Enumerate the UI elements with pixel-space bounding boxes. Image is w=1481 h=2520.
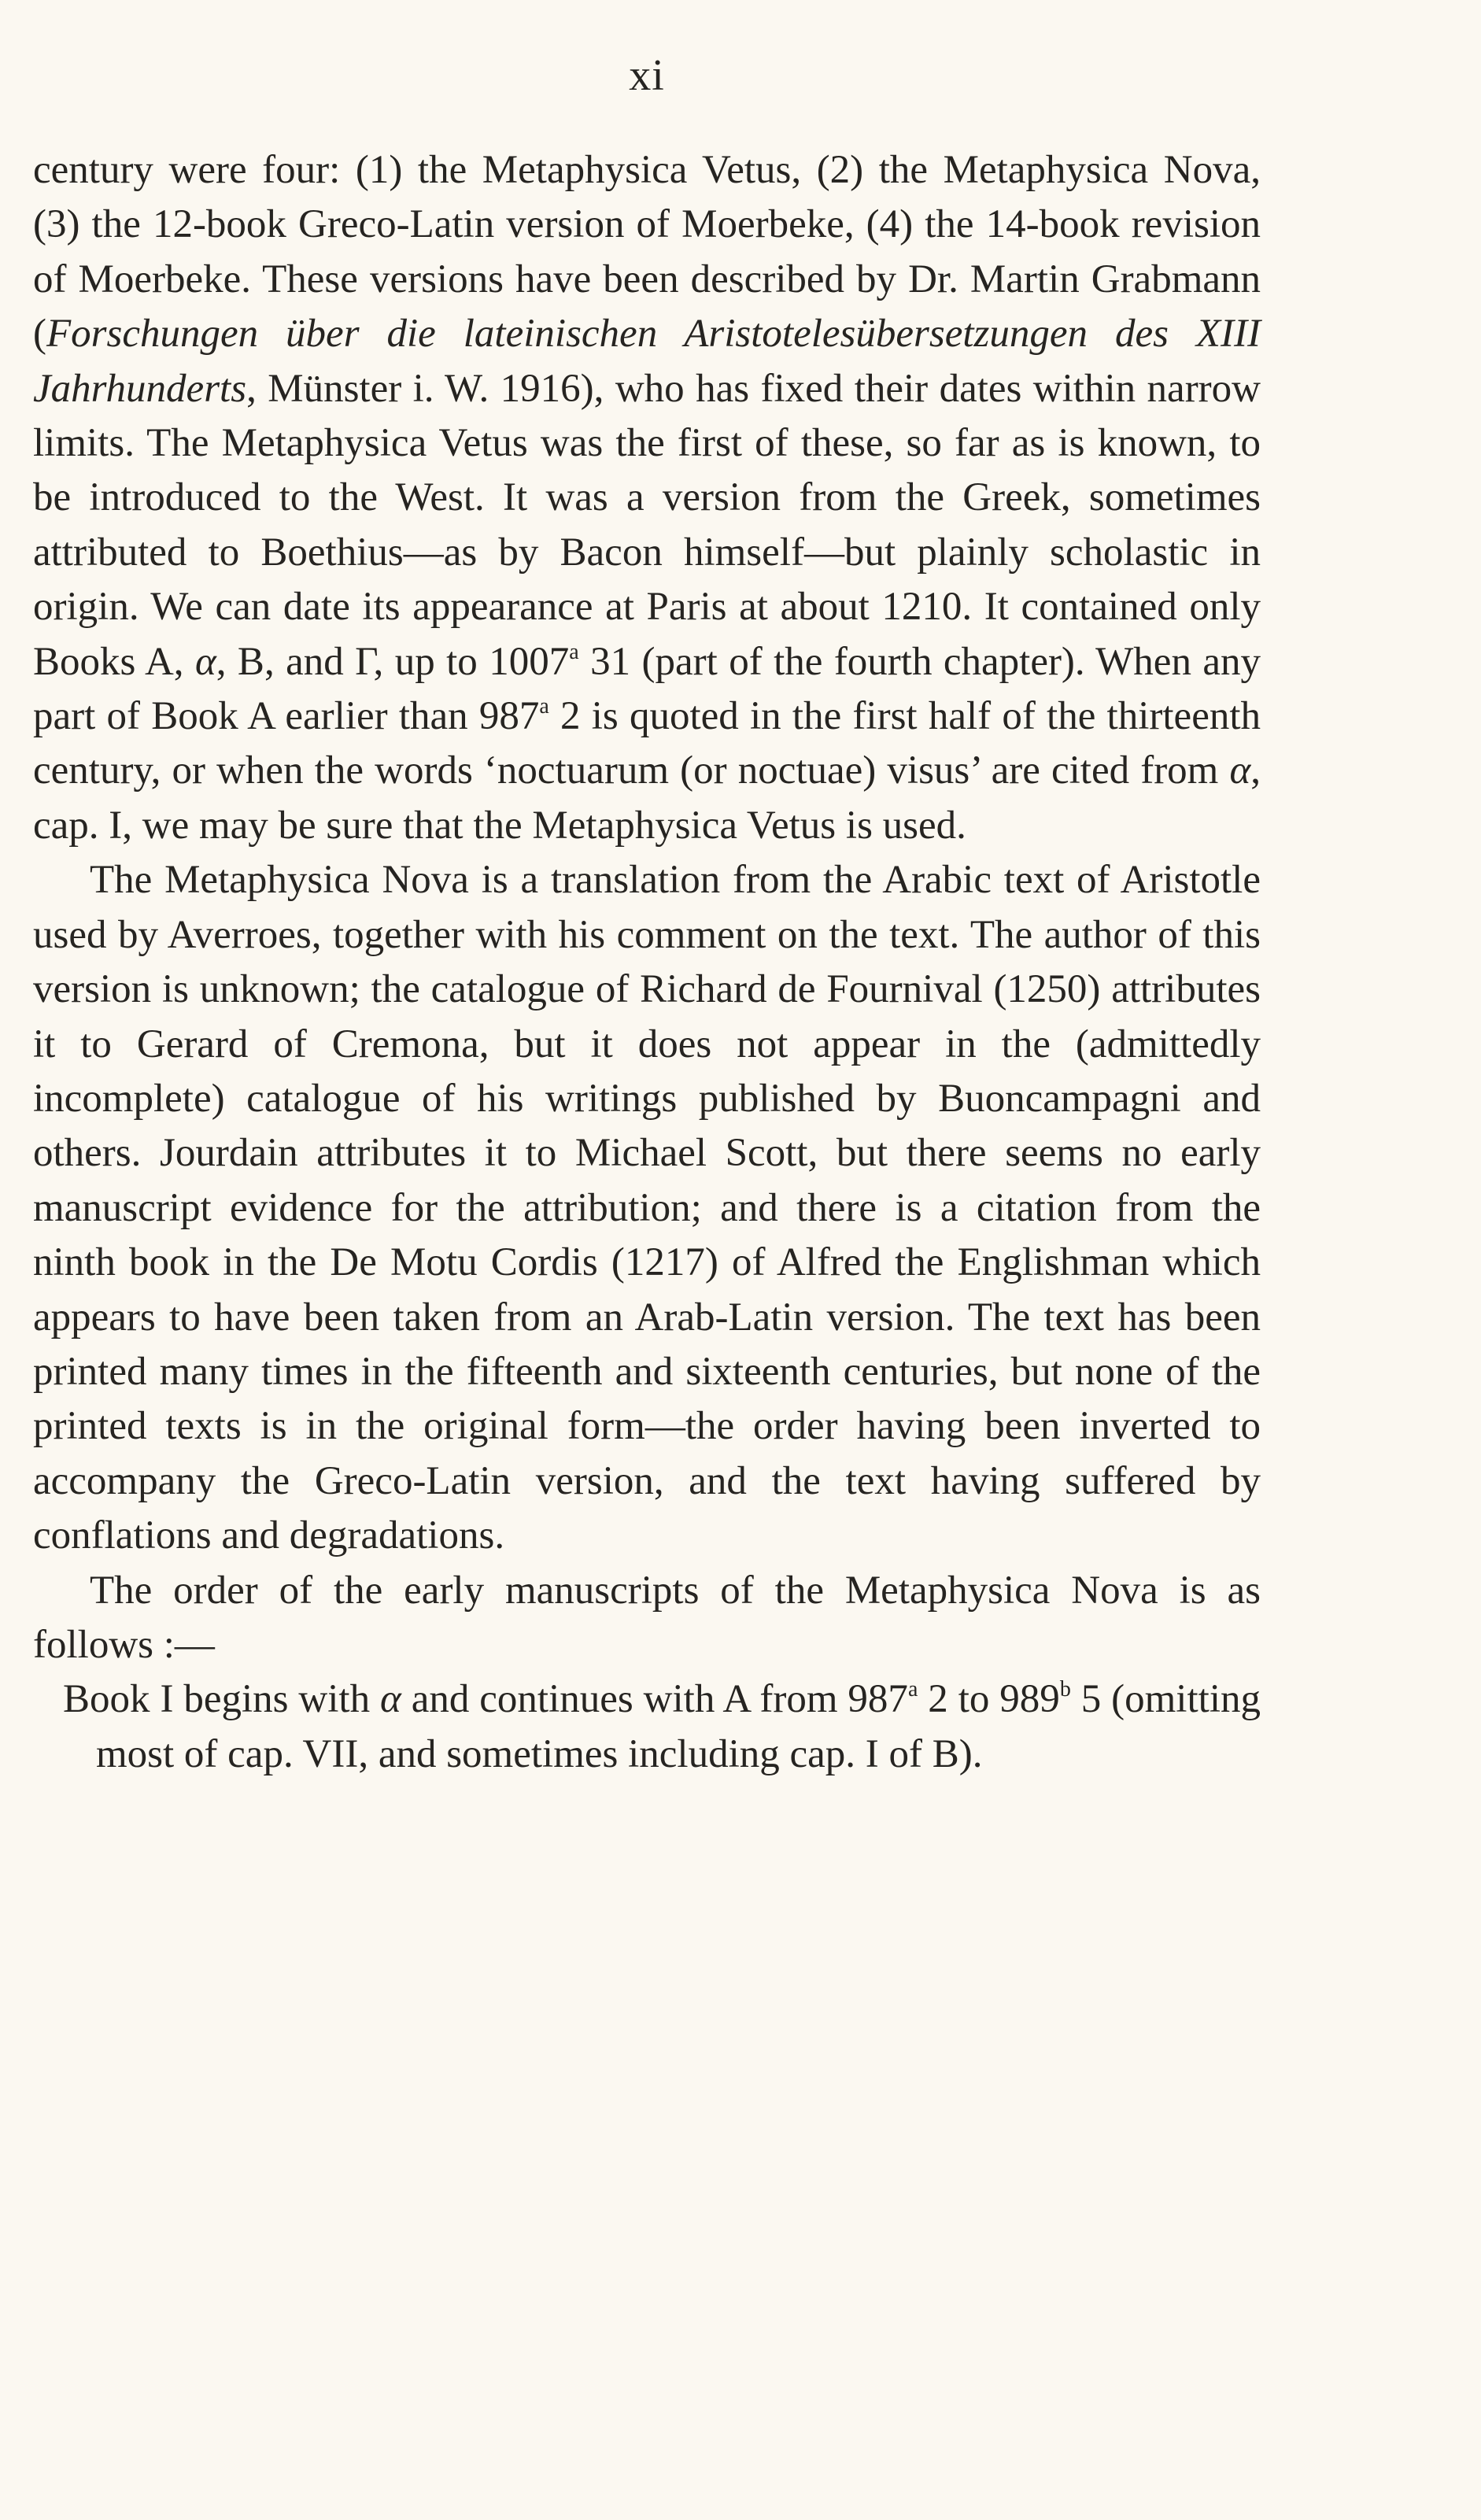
paragraph-manuscript-order: The order of the early manuscripts of the Metaphysica Nova is as follows :—	[33, 1568, 1261, 1667]
page-number: xi	[629, 51, 665, 100]
book-title-italic: Forschungen über die lateinischen Aristotelesübersetzungen des XIII Jahrhunderts	[33, 312, 1261, 411]
list-item-text: and continues with A from 987	[401, 1677, 908, 1722]
list-item-text: 2 to 989	[918, 1677, 1060, 1722]
superscript-a: a	[539, 694, 549, 719]
greek-letter-alpha: α	[1229, 748, 1251, 793]
paragraph-text: 31 (part of the fourth chapter). When any part of Book A earlier than 987	[33, 639, 1261, 739]
paragraph-text: , Münster i. W. 1916), who has fixed their dates within narrow limits. The Metaphysica Vetus was the first of these, so far as is known, to be introduced to the West. It was a version from the Greek, sometimes attributed to Boethius—as by Bacon himself—but plainly scholastic in origin. We can date its appearance at Paris at about 1210. It contained only Books A,	[33, 366, 1261, 684]
superscript-a: a	[907, 1677, 918, 1702]
superscript-b: b	[1059, 1677, 1071, 1702]
superscript-a: a	[569, 639, 579, 664]
paragraph-metaphysica-nova: The Metaphysica Nova is a translation from the Arabic text of Aristotle used by Averroes, together with his comment on the text. The author of this version is unknown; the catalogue of Richard de Fournival (1250) attributes it to Gerard of Cremona, but it does not appear in the (admittedly incomplete) catalogue of his writings published by Buoncampagni and others. Jourdain attributes it to Michael Scott, but there seems no early manuscript evidence for the attribution; and there is a citation from the ninth book in the De Motu Cordis (1217) of Alfred the Englishman which appears to have been taken from an Arab-Latin version. The text has been printed many times in the fifteenth and sixteenth centuries, but none of the printed texts is in the original form—the order having been inverted to accompany the Greco-Latin version, and the text having suffered by conflations and degradations.	[33, 858, 1261, 1558]
list-item-text: 5 (omitting most of cap. VII, and sometimes including cap. I of B).	[96, 1677, 1261, 1776]
paragraph-text: 2 is quoted in the first half of the thirteenth century, or when the words ‘noctuarum (or noctuae) visus’ are cited from	[33, 694, 1261, 793]
greek-letter-alpha: α	[380, 1677, 401, 1722]
list-item-text: Book I begins with	[63, 1677, 381, 1722]
list-item-book-1	[33, 1672, 1261, 1782]
paragraph-text: , cap. I, we may be sure that the Metaphysica Vetus is used.	[33, 748, 1261, 848]
greek-letter-alpha: α	[194, 639, 216, 684]
paragraph-text: , B, and Γ, up to 1007	[216, 639, 570, 684]
paragraph-text: century were four: (1) the Metaphysica Vetus, (2) the Metaphysica Nova, (3) the 12-book Greco-Latin version of Moerbeke, (4) the 14-book revision of Moerbeke. These versions have been described by Dr. Martin Grabmann (	[33, 148, 1261, 357]
page-body	[33, 51, 1261, 1782]
paragraph-metaphysica-vetus	[33, 143, 1261, 853]
